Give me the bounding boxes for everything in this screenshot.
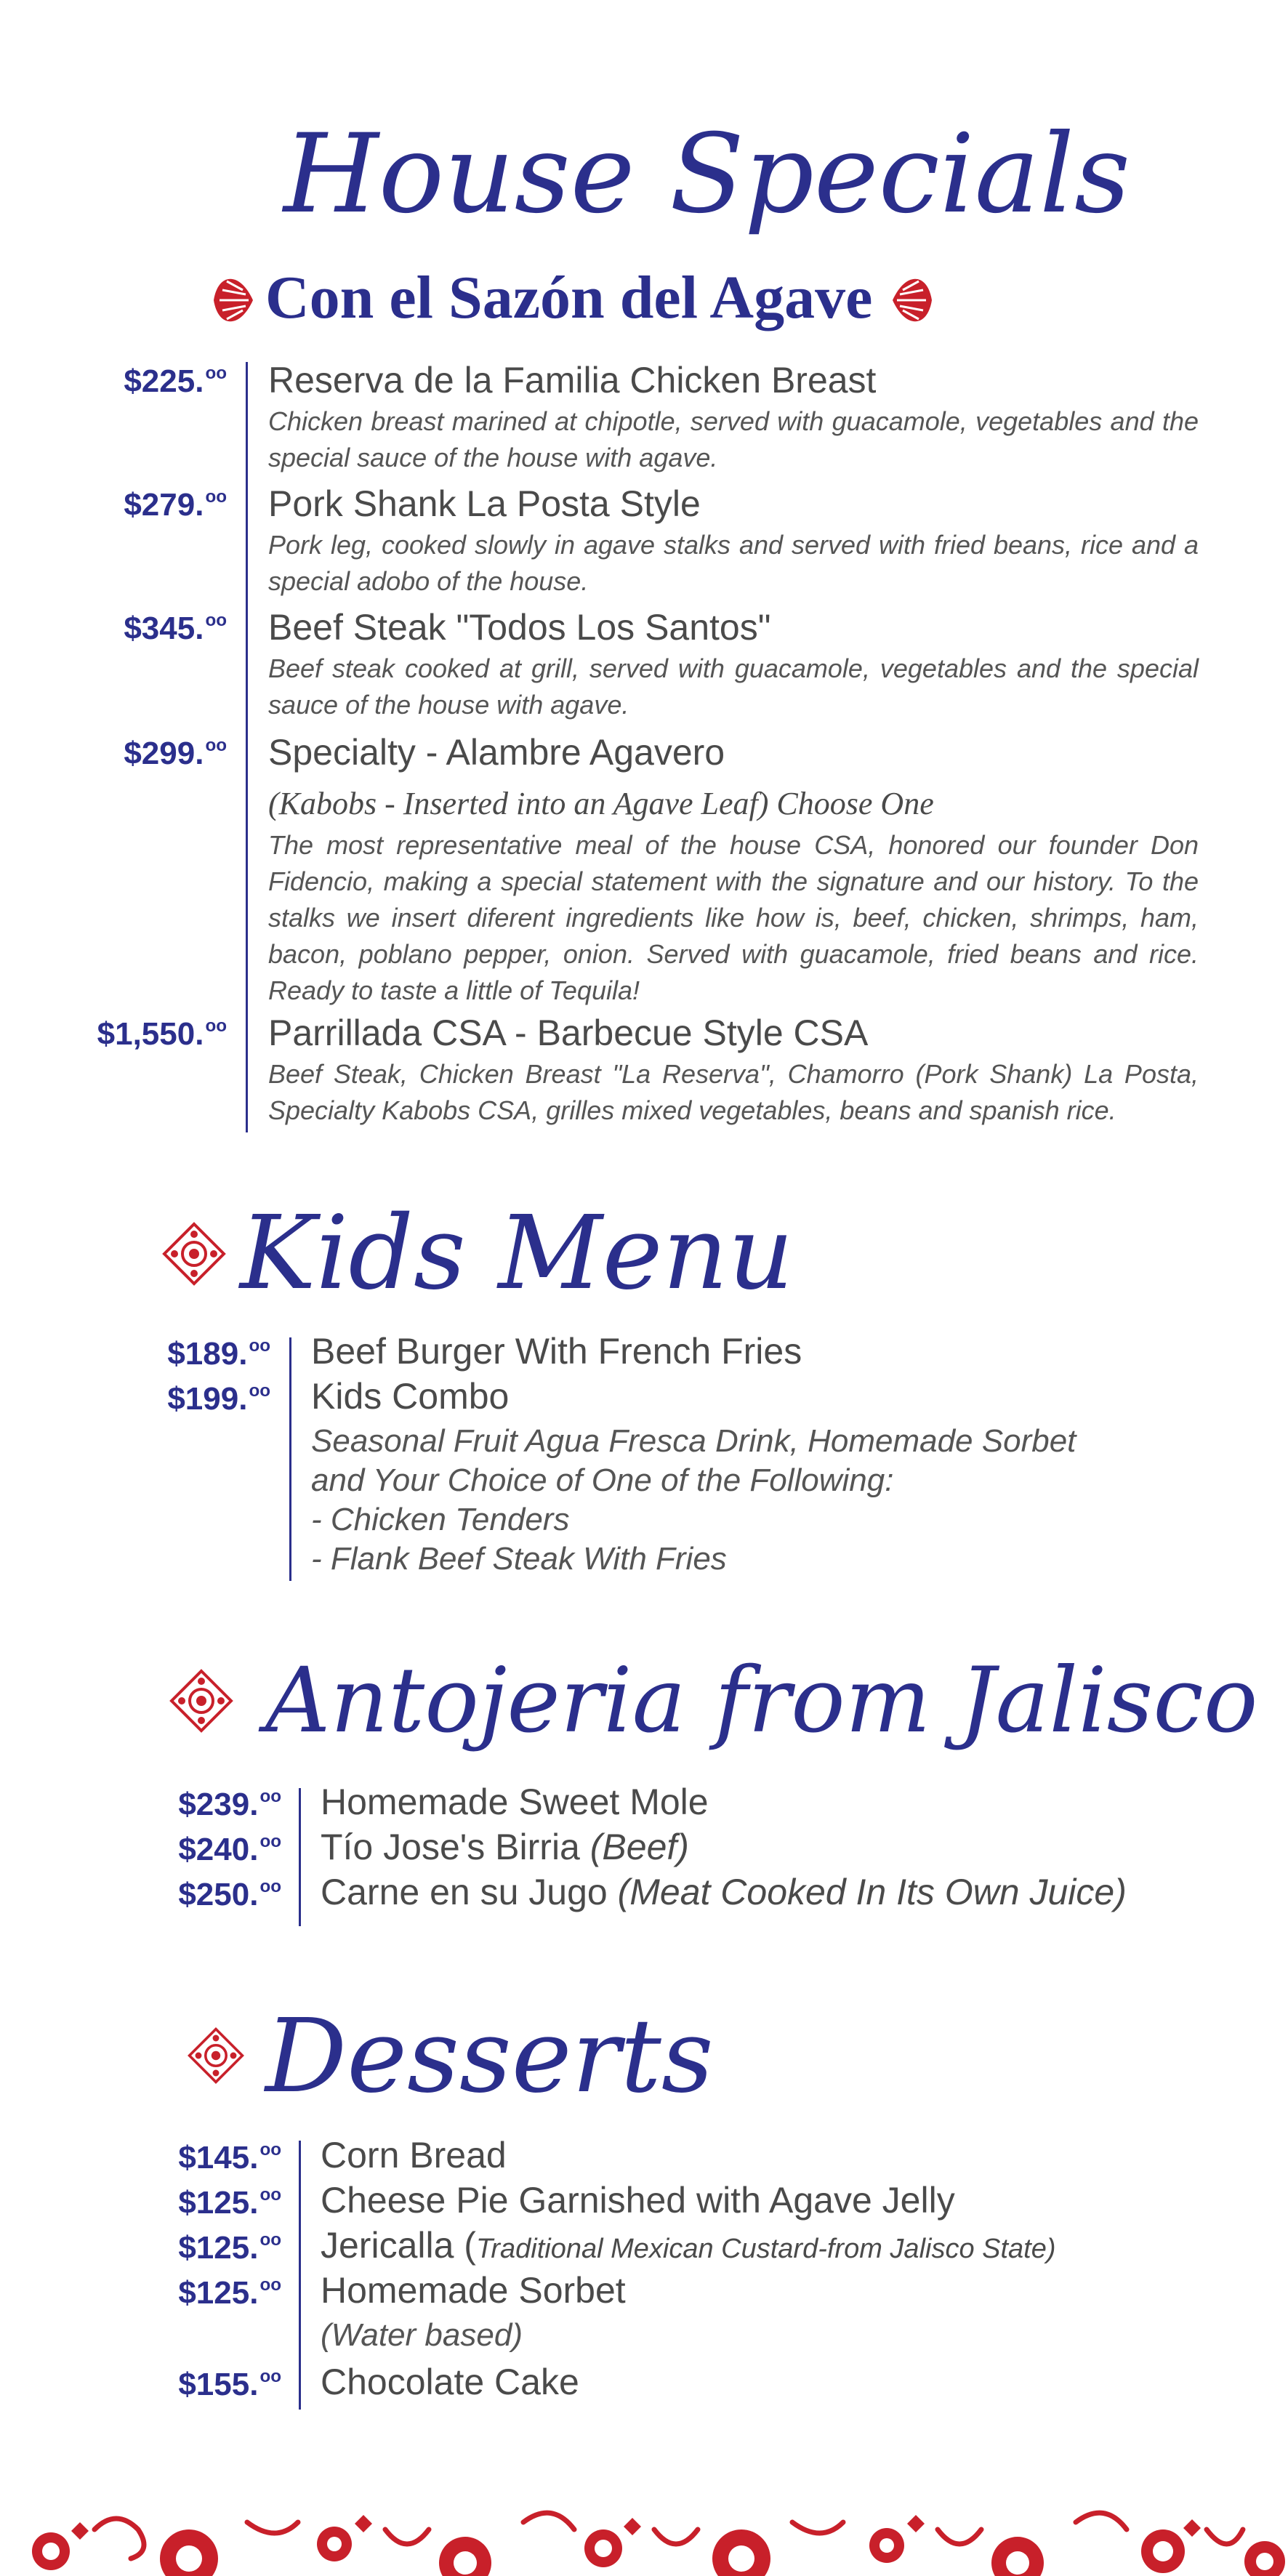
house-specials-title: House Specials bbox=[283, 111, 1131, 238]
agave-leaf-right-icon bbox=[891, 265, 935, 335]
price: $125.$^{oo}$ bbox=[178, 2230, 281, 2266]
flower-icon bbox=[32, 2532, 70, 2570]
flower-icon bbox=[1244, 2541, 1285, 2576]
flower-icon bbox=[317, 2527, 352, 2561]
kids-combo-line: Seasonal Fruit Agua Fresca Drink, Homemade Sorbet bbox=[311, 1423, 1076, 1459]
dish-name: Corn Bread bbox=[321, 2135, 507, 2175]
flower-icon bbox=[991, 2537, 1044, 2576]
dish-note: (Beef) bbox=[589, 1827, 689, 1867]
dish-name: Kids Combo bbox=[311, 1376, 510, 1417]
dish-name: Homemade Sorbet bbox=[321, 2270, 626, 2311]
dish-name: Jericalla (Traditional Mexican Custard-from Jalisco State) bbox=[321, 2225, 1056, 2266]
price: $345.$^{oo}$ bbox=[124, 611, 227, 647]
kids-menu-title: Kids Menu bbox=[240, 1194, 794, 1313]
dish-note: Traditional Mexican Custard-from Jalisco State) bbox=[475, 2234, 1056, 2264]
flower-icon bbox=[1141, 2529, 1185, 2573]
sorbet-note: (Water based) bbox=[321, 2317, 523, 2353]
talavera-ornament-icon bbox=[161, 1221, 227, 1287]
price: $125.$^{oo}$ bbox=[178, 2275, 281, 2311]
talavera-border-decoration bbox=[0, 2500, 1288, 2576]
dish-name: Parrillada CSA - Barbecue Style CSA bbox=[268, 1013, 869, 1053]
flower-icon bbox=[439, 2537, 491, 2576]
price: $279.$^{oo}$ bbox=[124, 487, 227, 523]
dish-name: Beef Steak "Todos Los Santos" bbox=[268, 607, 771, 648]
price: $250.$^{oo}$ bbox=[178, 1877, 281, 1913]
kids-combo-line: - Flank Beef Steak With Fries bbox=[311, 1541, 727, 1577]
dish-name: Beef Burger With French Fries bbox=[311, 1331, 802, 1372]
price: $199.$^{oo}$ bbox=[167, 1381, 270, 1417]
house-specials-divider bbox=[246, 362, 248, 1132]
dish-description: Beef steak cooked at grill, served with guacamole, vegetables and the special sauce of the house with agave. bbox=[268, 653, 1199, 720]
dish-note: (Meat Cooked In Its Own Juice) bbox=[617, 1872, 1127, 1912]
kids-menu-divider bbox=[289, 1337, 291, 1581]
price: $299.$^{oo}$ bbox=[124, 736, 227, 772]
dish-name: Cheese Pie Garnished with Agave Jelly bbox=[321, 2180, 955, 2221]
desserts-title: Desserts bbox=[265, 1997, 714, 2116]
house-specials-subtitle: Con el Sazón del Agave bbox=[265, 264, 873, 331]
price: $145.$^{oo}$ bbox=[178, 2140, 281, 2176]
kids-combo-line: and Your Choice of One of the Following: bbox=[311, 1462, 894, 1498]
price: $1,550.$^{oo}$ bbox=[97, 1016, 227, 1052]
dish-name: Tío Jose's Birria (Beef) bbox=[321, 1827, 689, 1867]
antojeria-title: Antojeria from Jalisco bbox=[265, 1649, 1258, 1753]
dish-description: The most representative meal of the house CSA, honored our founder Don Fidencio, making a special statement with the signature and our history. To the stalks we insert diferent ingredients like how is, beef, chicken, shrimps, ham, bacon, poblano pepper, onion. Served with guacamole, fried beans and rice. Ready to taste a little of Tequila! bbox=[268, 830, 1199, 1005]
flower-icon bbox=[712, 2529, 770, 2576]
dish-name: Chocolate Cake bbox=[321, 2362, 579, 2402]
flower-icon bbox=[160, 2529, 218, 2576]
dish-description: Beef Steak, Chicken Breast "La Reserva", Chamorro (Pork Shank) La Posta, Specialty Kabobs CSA, grilles mixed vegetables, beans and spanish rice. bbox=[268, 1059, 1199, 1125]
agave-leaf-left-icon bbox=[211, 265, 254, 335]
flower-icon bbox=[869, 2528, 904, 2563]
price: $189.$^{oo}$ bbox=[167, 1336, 270, 1372]
price: $240.$^{oo}$ bbox=[178, 1832, 281, 1868]
price: $155.$^{oo}$ bbox=[178, 2367, 281, 2403]
kids-combo-line: - Chicken Tenders bbox=[311, 1502, 570, 1537]
dish-subtitle: (Kabobs - Inserted into an Agave Leaf) Choose One bbox=[268, 786, 934, 821]
flower-icon bbox=[584, 2529, 622, 2567]
talavera-ornament-icon bbox=[187, 2026, 245, 2085]
dish-name: Reserva de la Familia Chicken Breast bbox=[268, 360, 877, 401]
dish-name: Specialty - Alambre Agavero bbox=[268, 732, 725, 773]
price: $125.$^{oo}$ bbox=[178, 2185, 281, 2221]
desserts-divider bbox=[299, 2141, 301, 2410]
dish-name: Pork Shank La Posta Style bbox=[268, 483, 701, 524]
antojeria-divider bbox=[299, 1788, 301, 1926]
dish-name: Homemade Sweet Mole bbox=[321, 1782, 709, 1822]
talavera-ornament-icon bbox=[169, 1668, 234, 1734]
dish-name: Carne en su Jugo (Meat Cooked In Its Own Juice) bbox=[321, 1872, 1127, 1912]
price: $239.$^{oo}$ bbox=[178, 1787, 281, 1823]
dish-description: Pork leg, cooked slowly in agave stalks and served with fried beans, rice and a special adobo of the house. bbox=[268, 530, 1199, 596]
price: $225.$^{oo}$ bbox=[124, 363, 227, 400]
dish-description: Chicken breast marined at chipotle, served with guacamole, vegetables and the special sauce of the house with agave. bbox=[268, 406, 1199, 472]
